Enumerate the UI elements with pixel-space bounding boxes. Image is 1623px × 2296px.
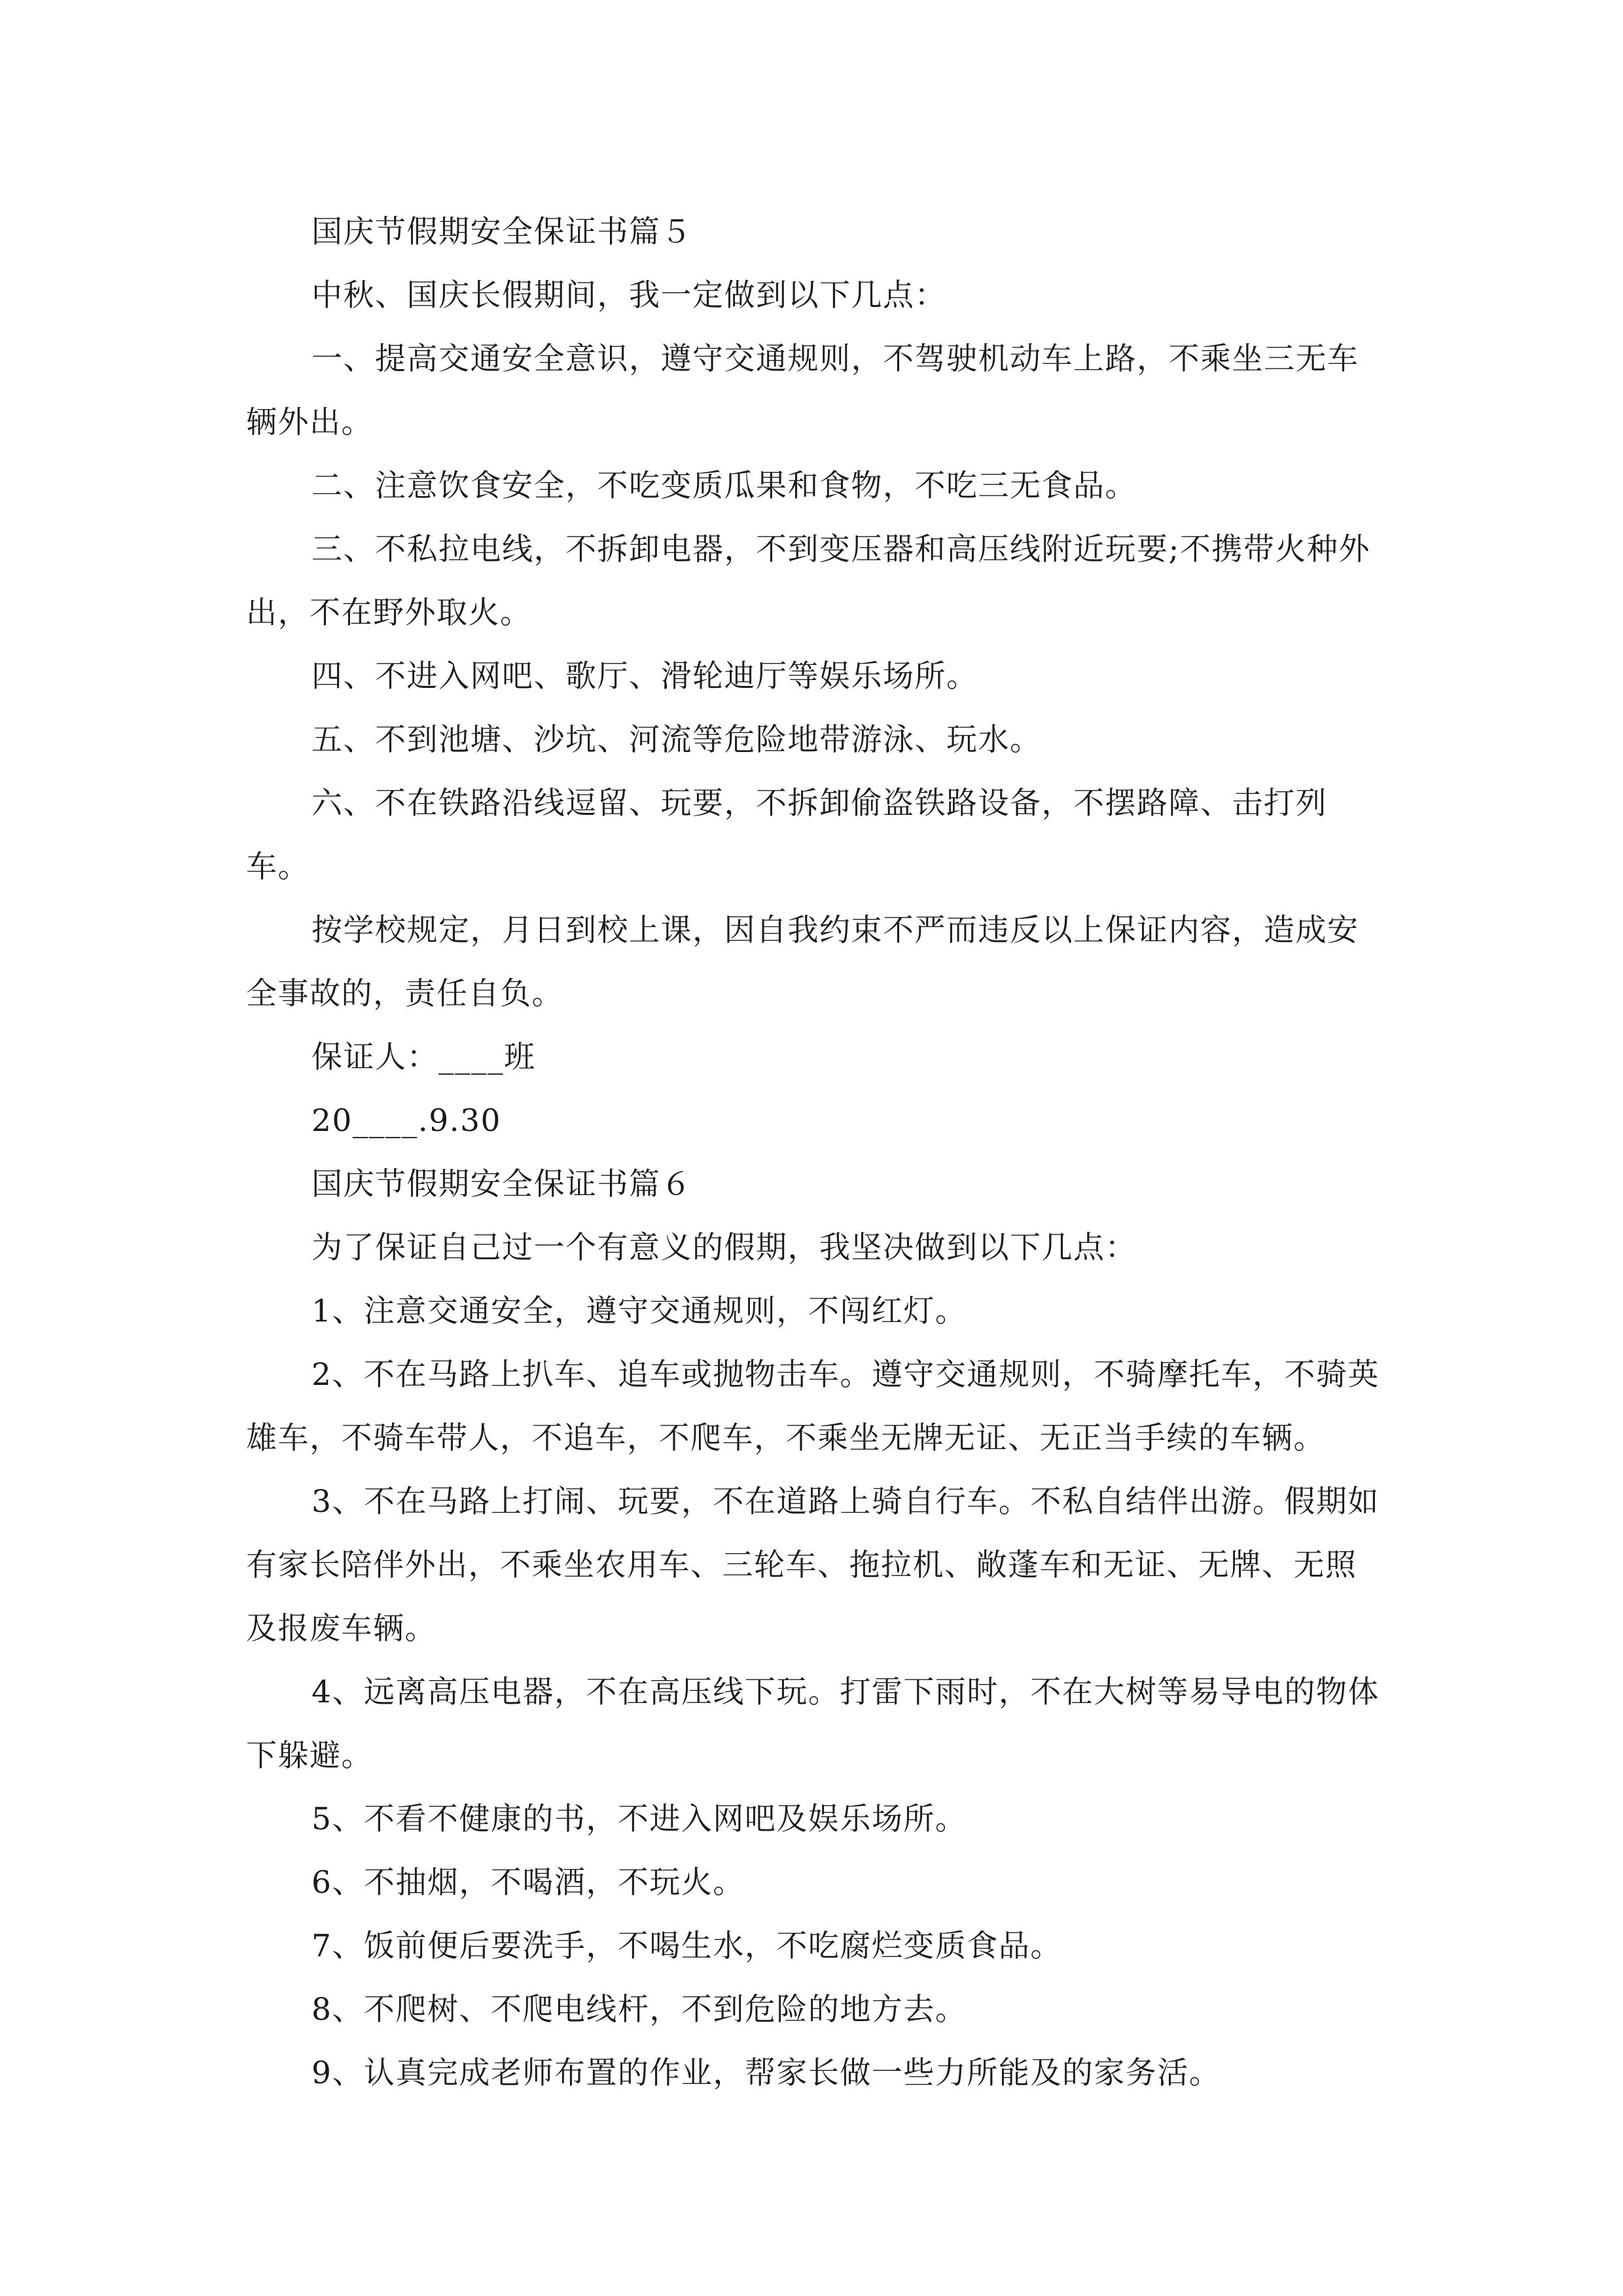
section-5-intro: 中秋、国庆长假期间，我一定做到以下几点： xyxy=(312,278,946,314)
section-6-title: 国庆节假期安全保证书篇６ xyxy=(312,1166,692,1202)
section-6-item-2: 2、不在马路上扒车、追车或抛物击车。遵守交通规则，不骑摩托车，不骑英雄车，不骑车带人，不追车，不爬车，不乘坐无牌无证、无正当手续的车辆。 xyxy=(246,1357,1380,1456)
section-6-item-6: 6、不抽烟，不喝酒，不玩火。 xyxy=(312,1865,745,1901)
section-5-item-2: 二、注意饮食安全，不吃变质瓜果和食物，不吃三无食品。 xyxy=(312,468,1137,504)
section-5-item-5: 五、不到池塘、沙坑、河流等危险地带游泳、玩水。 xyxy=(312,722,1042,758)
section-5-closing: 按学校规定，月日到校上课，因自我约束不严而违反以上保证内容，造成安全事故的，责任自负。 xyxy=(246,912,1359,1012)
section-6-item-4: 4、远离高压电器，不在高压线下玩。打雷下雨时，不在大树等易导电的物体下躲避。 xyxy=(246,1674,1380,1774)
section-5-title: 国庆节假期安全保证书篇５ xyxy=(312,214,692,250)
section-5-item-6: 六、不在铁路沿线逗留、玩要，不拆卸偷盗铁路设备，不摆路障、击打列车。 xyxy=(246,785,1327,885)
section-6-item-1: 1、注意交通安全，遵守交通规则，不闯红灯。 xyxy=(312,1293,967,1329)
section-5-item-4: 四、不进入网吧、歌厅、滑轮迪厅等娱乐场所。 xyxy=(312,658,978,694)
section-6-intro: 为了保证自己过一个有意义的假期，我坚决做到以下几点： xyxy=(312,1230,1137,1266)
section-5-item-3: 三、不私拉电线，不拆卸电器，不到变压器和高压线附近玩要;不携带火种外出，不在野外取火。 xyxy=(246,531,1370,631)
section-6-item-7: 7、饭前便后要洗手，不喝生水，不吃腐烂变质食品。 xyxy=(312,1928,1062,1964)
document-body xyxy=(246,200,1385,2105)
section-6-item-8: 8、不爬树、不爬电线杆，不到危险的地方去。 xyxy=(312,1992,967,2028)
section-6-item-3: 3、不在马路上打闹、玩要，不在道路上骑自行车。不私自结伴出游。假期如有家长陪伴外出，不乘坐农用车、三轮车、拖拉机、敞蓬车和无证、无牌、无照及报废车辆。 xyxy=(246,1484,1380,1647)
section-6-item-5: 5、不看不健康的书，不进入网吧及娱乐场所。 xyxy=(312,1801,967,1837)
section-5-guarantor: 保证人：____班 xyxy=(312,1039,536,1075)
section-6-item-9: 9、认真完成老师布置的作业，帮家长做一些力所能及的家务活。 xyxy=(312,2055,1221,2091)
section-5-item-1: 一、提高交通安全意识，遵守交通规则，不驾驶机动车上路，不乘坐三无车辆外出。 xyxy=(246,341,1359,440)
section-5-date: 20____.9.30 xyxy=(312,1103,501,1139)
